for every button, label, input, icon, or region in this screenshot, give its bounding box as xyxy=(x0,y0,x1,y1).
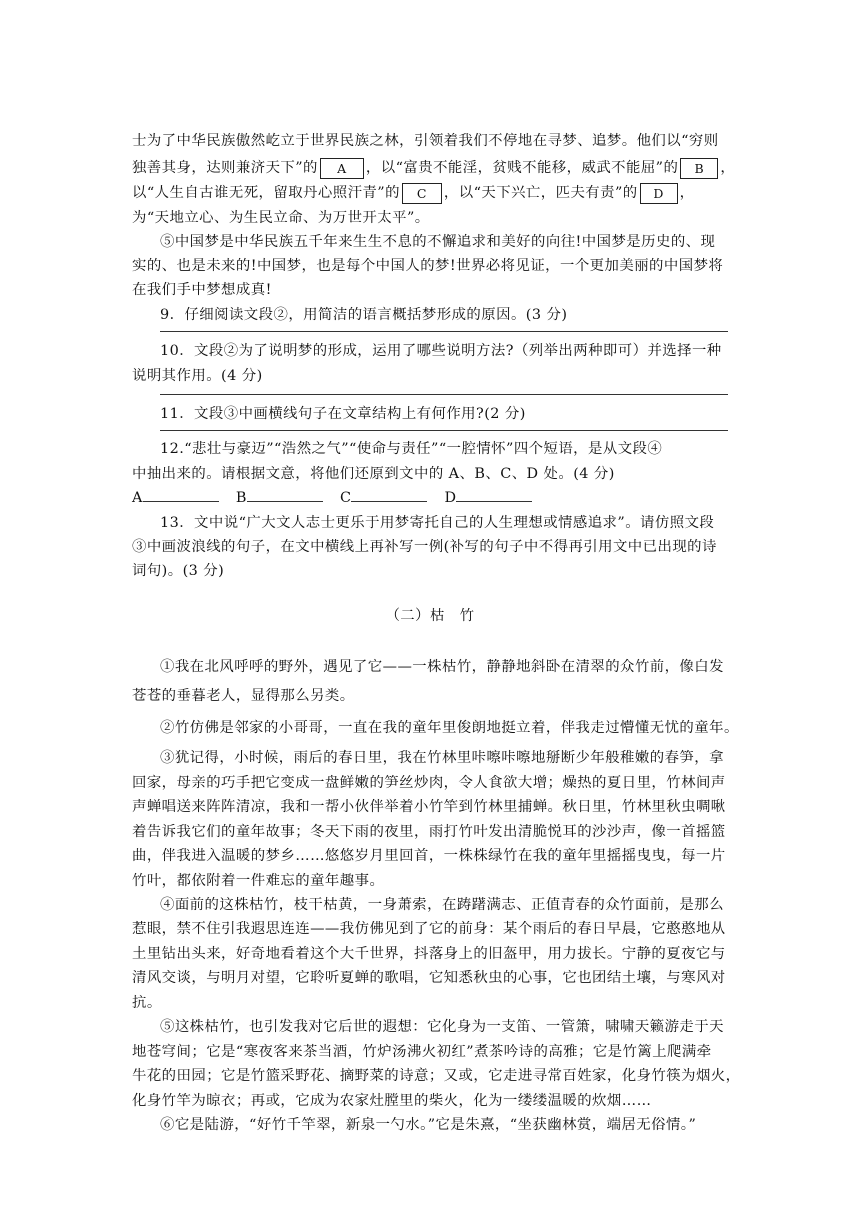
passage-text: 独善其身，达则兼济天下”的 xyxy=(132,160,318,176)
passage-line: 惹眼，禁不住引我遐思连连——我仿佛见到了它的前身：某个雨后的春日早晨，它憨憨地从 xyxy=(132,921,726,937)
blank-box-d[interactable]: D xyxy=(640,183,678,204)
passage-line: 化身竹竿为晾衣；再或，它成为农家灶膛里的柴火，化为一缕缕温暖的炊烟…… xyxy=(132,1093,652,1109)
blank-box-b[interactable]: B xyxy=(680,158,718,179)
answer-line-11[interactable] xyxy=(160,430,728,431)
passage-line: 清风交谈，与明月对望，它聆听夏蝉的歌唱，它知悉秋虫的心事，它也团结土壤，与寒风对 xyxy=(132,970,726,986)
blank-a[interactable] xyxy=(143,487,219,502)
passage-line: ①我在北风呼呼的野外，遇见了它——一株枯竹，静静地斜卧在清翠的众竹前，像白发 xyxy=(160,659,724,675)
passage-line: 实的、也是未来的!中国梦，也是每个中国人的梦!世界必将见证，一个更加美丽的中国梦将 xyxy=(132,258,724,274)
question-12-blanks xyxy=(132,486,544,510)
passage-line: 士为了中华民族傲然屹立于世界民族之林，引领着我们不停地在寻梦、追梦。他们以“穷则 xyxy=(132,133,719,149)
passage-line: ②竹仿佛是邻家的小哥哥，一直在我的童年里俊朗地挺立着，伴我走过懵懂无忧的童年。 xyxy=(160,720,739,736)
passage-text: 以“人生自古谁无死，留取丹心照汗青”的 xyxy=(132,185,400,201)
passage-line: 苍苍的垂暮老人，显得那么另类。 xyxy=(132,688,355,704)
blank-box-c[interactable]: C xyxy=(402,183,442,204)
passage-text: ， xyxy=(679,185,695,201)
question-9: 9．仔细阅读文段②，用简洁的语言概括梦形成的原因。(3 分) xyxy=(160,307,568,323)
passage-line: 为“天地立心、为生民立命、为万世开太平”。 xyxy=(132,210,430,226)
passage-line: 牛花的田园；它是竹篮采野花、摘野菜的诗意；又或，它走进寻常百姓家，化身竹筷为烟火， xyxy=(132,1068,741,1084)
blank-box-a[interactable]: A xyxy=(320,158,364,179)
question-10: 10．文段②为了说明梦的形成，运用了哪些说明方法?（列举出两种即可）并选择一种 xyxy=(160,343,722,359)
passage-text: ，以“天下兴亡，匹夫有责”的 xyxy=(443,185,638,201)
question-12: 12.“悲壮与豪迈”“浩然之气”“使命与责任”“一腔情怀”四个短语，是从文段④ xyxy=(160,441,663,457)
question-12-cont: 中抽出来的。请根据文意，将他们还原到文中的 A、B、C、D 处。(4 分) xyxy=(132,466,615,482)
passage-line: 抗。 xyxy=(132,995,162,1011)
question-13: 13．文中说“广大文人志士更乐于用梦寄托自己的人生理想或情感追求”。请仿照文段 xyxy=(160,515,715,531)
section-title: （二）枯 竹 xyxy=(385,608,475,624)
passage-text: ，以“富贵不能淫，贫贱不能移，威武不能屈”的 xyxy=(365,160,679,176)
passage-line: 土里钻出头来，好奇地看着这个大千世界，抖落身上的旧盔甲，用力拔长。宁静的夏夜它与 xyxy=(132,946,726,962)
passage-line: ③犹记得，小时候，雨后的春日里，我在竹林里咔嚓咔嚓地掰断少年般稚嫩的春笋，拿 xyxy=(160,750,724,766)
passage-line: ④面前的这株枯竹，枝干枯黄，一身萧索，在踌躇满志、正值青春的众竹面前，是那么 xyxy=(160,897,724,913)
blank-label-b: B xyxy=(235,490,247,506)
blank-label-c: C xyxy=(339,490,352,506)
question-10-cont: 说明其作用。(4 分) xyxy=(132,368,263,384)
question-11: 11．文段③中画横线句子在文章结构上有何作用?(2 分) xyxy=(160,406,526,422)
blank-b[interactable] xyxy=(247,487,323,502)
passage-line: 曲，伴我进入温暖的梦乡……悠悠岁月里回首，一株株绿竹在我的童年里摇摇曳曳，每一片 xyxy=(132,848,726,864)
passage-line: 回家，母亲的巧手把它变成一盘鲜嫩的笋丝炒肉，令人食欲大增；燥热的夏日里，竹林间声 xyxy=(132,775,726,791)
blank-d[interactable] xyxy=(456,487,532,502)
passage-line xyxy=(132,156,735,180)
question-13-cont: 词句)。(3 分) xyxy=(132,563,225,579)
passage-text: ， xyxy=(720,160,736,176)
answer-line-9[interactable] xyxy=(160,331,728,332)
passage-line: 地苍穹间；它是“寒夜客来茶当酒，竹炉汤沸火初红”煮茶吟诗的高雅；它是竹篱上爬满牵 xyxy=(132,1044,712,1060)
passage-line: 在我们手中梦想成真! xyxy=(132,282,272,298)
passage-line: 声蝉唱送来阵阵清凉，我和一帮小伙伴举着小竹竿到竹林里捕蝉。秋日里，竹林里秋虫啁啾 xyxy=(132,799,726,815)
blank-label-d: D xyxy=(444,490,457,506)
question-13-cont: ③中画波浪线的句子，在文中横线上再补写一例(补写的句子中不得再引用文中已出现的诗 xyxy=(132,539,717,555)
passage-line: ⑤中国梦是中华民族五千年来生生不息的不懈追求和美好的向往!中国梦是历史的、现 xyxy=(160,234,716,250)
blank-label-a: A xyxy=(132,490,143,506)
blank-c[interactable] xyxy=(351,487,427,502)
passage-line: ⑥它是陆游，“好竹千竿翠，新泉一勺水。”它是朱熹，“坐获幽林赏，端居无俗情。” xyxy=(160,1117,697,1133)
answer-line-10[interactable] xyxy=(160,394,728,395)
passage-line: 着告诉我它们的童年故事；冬天下雨的夜里，雨打竹叶发出清脆悦耳的沙沙声，像一首摇篮 xyxy=(132,824,726,840)
passage-line xyxy=(132,181,694,205)
passage-line: 竹叶，都依附着一件难忘的童年趣事。 xyxy=(132,873,385,889)
passage-line: ⑤这株枯竹，也引发我对它后世的遐想：它化身为一支笛、一管箫，啸啸天籁游走于天 xyxy=(160,1019,724,1035)
